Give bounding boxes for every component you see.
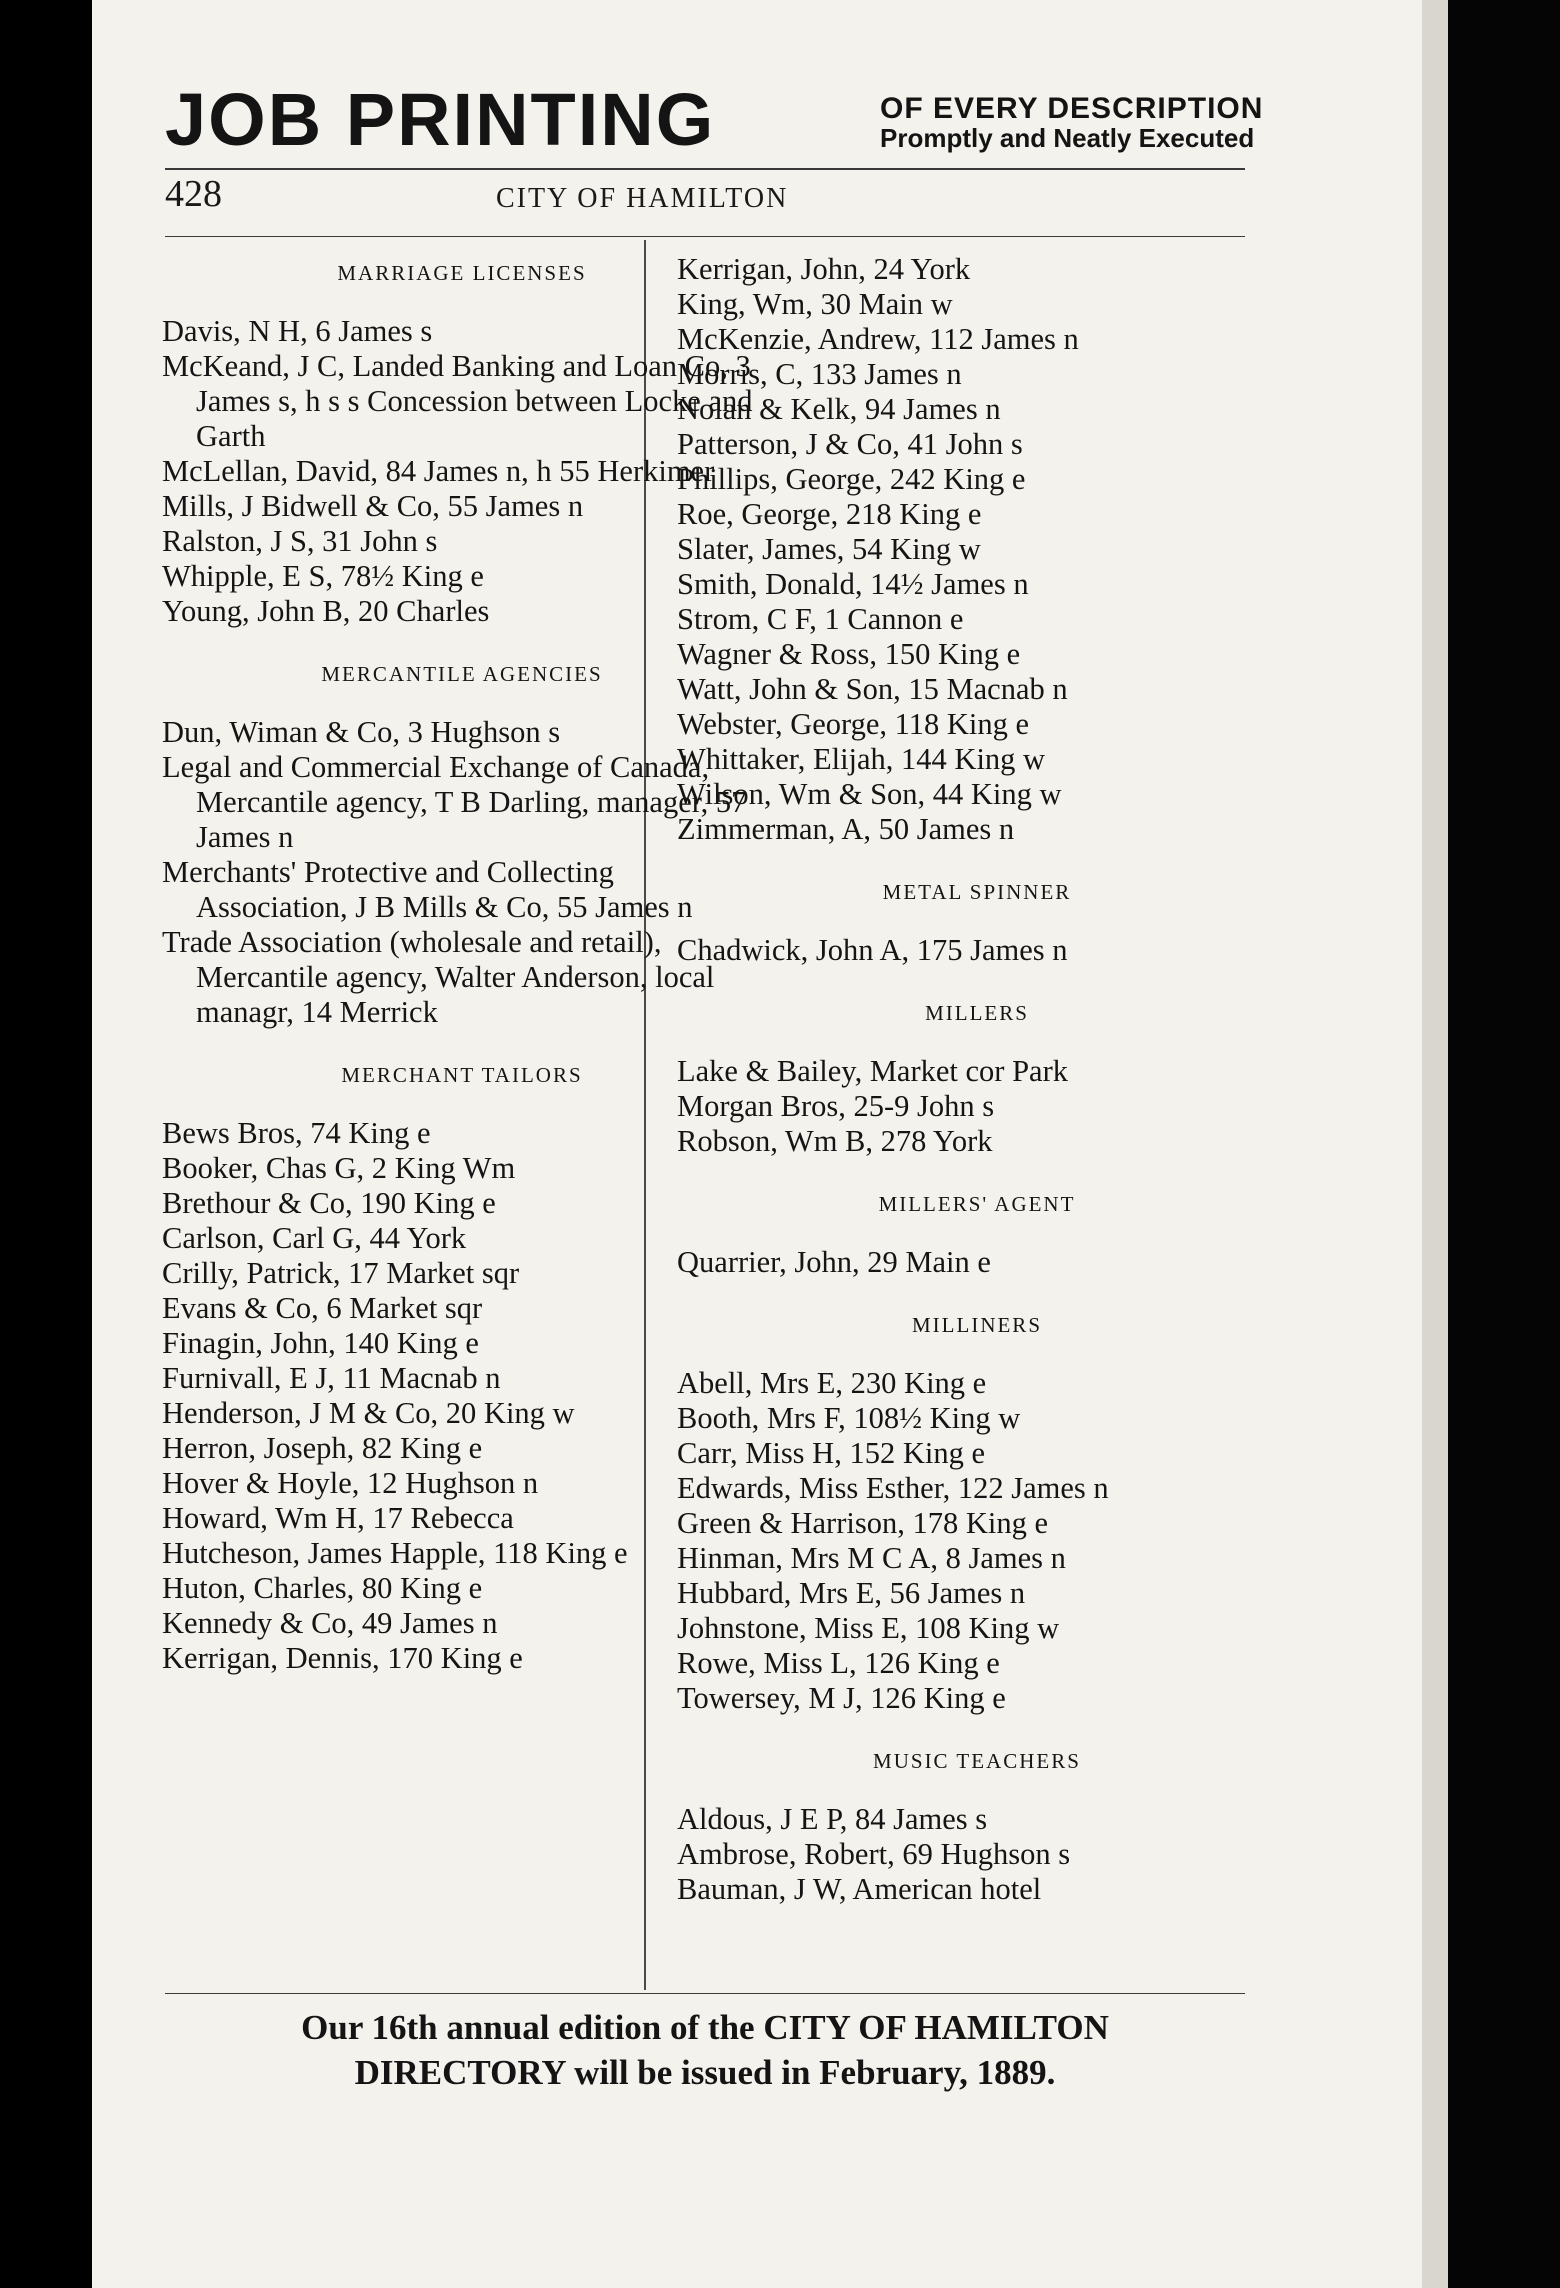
section-list xyxy=(677,1054,1277,1159)
directory-entry: Young, John B, 20 Charles xyxy=(162,594,490,628)
section-heading: MARRIAGE LICENSES xyxy=(337,261,587,285)
directory-entry: Booth, Mrs F, 108½ King w xyxy=(677,1401,1021,1435)
section-heading: METAL SPINNER xyxy=(882,880,1072,904)
section-heading: MILLERS' AGENT xyxy=(878,1192,1076,1216)
directory-entry: Kerrigan, John, 24 York xyxy=(677,252,971,286)
directory-entry: Wagner & Ross, 150 King e xyxy=(677,637,1021,671)
page-edge xyxy=(1422,0,1448,2288)
directory-entry: Carlson, Carl G, 44 York xyxy=(162,1221,467,1255)
directory-entry: Evans & Co, 6 Market sqr xyxy=(162,1291,483,1325)
notice-line-1: Our 16th annual edition of the CITY OF HAMILTON xyxy=(301,2008,1109,2047)
directory-entry: Quarrier, John, 29 Main e xyxy=(677,1245,991,1279)
directory-entry: Whipple, E S, 78½ King e xyxy=(162,559,484,593)
directory-entry: Carr, Miss H, 152 King e xyxy=(677,1436,985,1470)
directory-entry: Mills, J Bidwell & Co, 55 James n xyxy=(162,489,584,523)
section-list xyxy=(677,1366,1277,1716)
directory-entry: Robson, Wm B, 278 York xyxy=(677,1124,993,1158)
section-heading: MUSIC TEACHERS xyxy=(873,1749,1081,1773)
header-rule xyxy=(165,168,1245,170)
job-printing-advertisement xyxy=(165,78,1264,161)
directory-entry: Bews Bros, 74 King e xyxy=(162,1116,431,1150)
directory-entry: Green & Harrison, 178 King e xyxy=(677,1506,1048,1540)
left-column xyxy=(162,252,762,1700)
directory-entry: Howard, Wm H, 17 Rebecca xyxy=(162,1501,514,1535)
directory-entry: Strom, C F, 1 Cannon e xyxy=(677,602,964,636)
directory-entry: Webster, George, 118 King e xyxy=(677,707,1030,741)
footer-rule xyxy=(165,1993,1245,1994)
directory-entry: Bauman, J W, American hotel xyxy=(677,1872,1042,1906)
directory-entry: McKeand, J C, Landed Banking and Loan Co, 3 James s, h s s Concession between Locke and Garth xyxy=(162,349,753,453)
directory-entry: Morgan Bros, 25-9 John s xyxy=(677,1089,995,1123)
directory-entry: Brethour & Co, 190 King e xyxy=(162,1186,496,1220)
directory-entry: Henderson, J M & Co, 20 King w xyxy=(162,1396,575,1430)
directory-entry: Towersey, M J, 126 King e xyxy=(677,1681,1006,1715)
directory-entry: Hinman, Mrs M C A, 8 James n xyxy=(677,1541,1066,1575)
directory-entry: Aldous, J E P, 84 James s xyxy=(677,1802,988,1836)
section-heading: MILLINERS xyxy=(912,1313,1042,1337)
directory-notice xyxy=(165,2005,1245,2095)
directory-entry: Ralston, J S, 31 John s xyxy=(162,524,438,558)
ad-line-1: OF EVERY DESCRIPTION xyxy=(880,92,1264,125)
directory-entry: McKenzie, Andrew, 112 James n xyxy=(677,322,1079,356)
section-list xyxy=(162,1116,762,1676)
directory-entry: Chadwick, John A, 175 James n xyxy=(677,933,1068,967)
directory-entry: Phillips, George, 242 King e xyxy=(677,462,1026,496)
section-list xyxy=(677,252,1277,847)
directory-entry: Patterson, J & Co, 41 John s xyxy=(677,427,1023,461)
scan-border xyxy=(1448,0,1560,2288)
directory-entry: Lake & Bailey, Market cor Park xyxy=(677,1054,1068,1088)
directory-entry: Booker, Chas G, 2 King Wm xyxy=(162,1151,516,1185)
directory-entry: Legal and Commercial Exchange of Canada, Mercantile agency, T B Darling, manager, 57 James n xyxy=(162,750,747,854)
page-number: 428 xyxy=(165,173,222,215)
directory-entry: Finagin, John, 140 King e xyxy=(162,1326,479,1360)
directory-entry: Furnivall, E J, 11 Macnab n xyxy=(162,1361,501,1395)
directory-entry: Zimmerman, A, 50 James n xyxy=(677,812,1015,846)
directory-entry: Smith, Donald, 14½ James n xyxy=(677,567,1029,601)
directory-entry: McLellan, David, 84 James n, h 55 Herkimer xyxy=(162,454,715,488)
directory-entry: Huton, Charles, 80 King e xyxy=(162,1571,483,1605)
section-heading: MILLERS xyxy=(925,1001,1029,1025)
directory-entry: Hubbard, Mrs E, 56 James n xyxy=(677,1576,1026,1610)
directory-entry: Roe, George, 218 King e xyxy=(677,497,982,531)
directory-entry: Wilson, Wm & Son, 44 King w xyxy=(677,777,1062,811)
ad-headline: JOB PRINTING xyxy=(165,78,716,161)
section-list xyxy=(162,715,762,1030)
directory-entry: Herron, Joseph, 82 King e xyxy=(162,1431,483,1465)
section-heading: MERCHANT TAILORS xyxy=(341,1063,583,1087)
directory-entry: Kennedy & Co, 49 James n xyxy=(162,1606,498,1640)
directory-entry: Kerrigan, Dennis, 170 King e xyxy=(162,1641,523,1675)
directory-entry: Ambrose, Robert, 69 Hughson s xyxy=(677,1837,1071,1871)
notice-line-2: DIRECTORY will be issued in February, 1889. xyxy=(354,2053,1056,2092)
directory-entry: Davis, N H, 6 James s xyxy=(162,314,433,348)
directory-entry: Crilly, Patrick, 17 Market sqr xyxy=(162,1256,520,1290)
running-head: CITY OF HAMILTON xyxy=(496,183,789,214)
section-heading: MERCANTILE AGENCIES xyxy=(321,662,603,686)
directory-entry: Merchants' Protective and Collecting Association, J B Mills & Co, 55 James n xyxy=(162,855,693,924)
directory-entry: King, Wm, 30 Main w xyxy=(677,287,953,321)
directory-entry: Nolan & Kelk, 94 James n xyxy=(677,392,1001,426)
directory-entry: Abell, Mrs E, 230 King e xyxy=(677,1366,987,1400)
directory-entry: Slater, James, 54 King w xyxy=(677,532,981,566)
directory-entry: Hutcheson, James Happle, 118 King e xyxy=(162,1536,628,1570)
ad-line-2: Promptly and Neatly Executed xyxy=(880,123,1255,153)
directory-entry: Watt, John & Son, 15 Macnab n xyxy=(677,672,1068,706)
directory-entry: Whittaker, Elijah, 144 King w xyxy=(677,742,1046,776)
section-list xyxy=(162,314,762,629)
directory-entry: Dun, Wiman & Co, 3 Hughson s xyxy=(162,715,561,749)
section-list xyxy=(677,1245,1277,1280)
right-column xyxy=(677,252,1277,1931)
directory-entry: Johnstone, Miss E, 108 King w xyxy=(677,1611,1060,1645)
directory-entry: Trade Association (wholesale and retail), Mercantile agency, Walter Anderson, local managr, 14 Merrick xyxy=(162,925,715,1029)
section-list xyxy=(677,1802,1277,1907)
directory-entry: Rowe, Miss L, 126 King e xyxy=(677,1646,1000,1680)
directory-entry: Hover & Hoyle, 12 Hughson n xyxy=(162,1466,539,1500)
directory-entry: Morris, C, 133 James n xyxy=(677,357,962,391)
section-list xyxy=(677,933,1277,968)
directory-entry: Edwards, Miss Esther, 122 James n xyxy=(677,1471,1109,1505)
running-head-rule xyxy=(165,236,1245,237)
